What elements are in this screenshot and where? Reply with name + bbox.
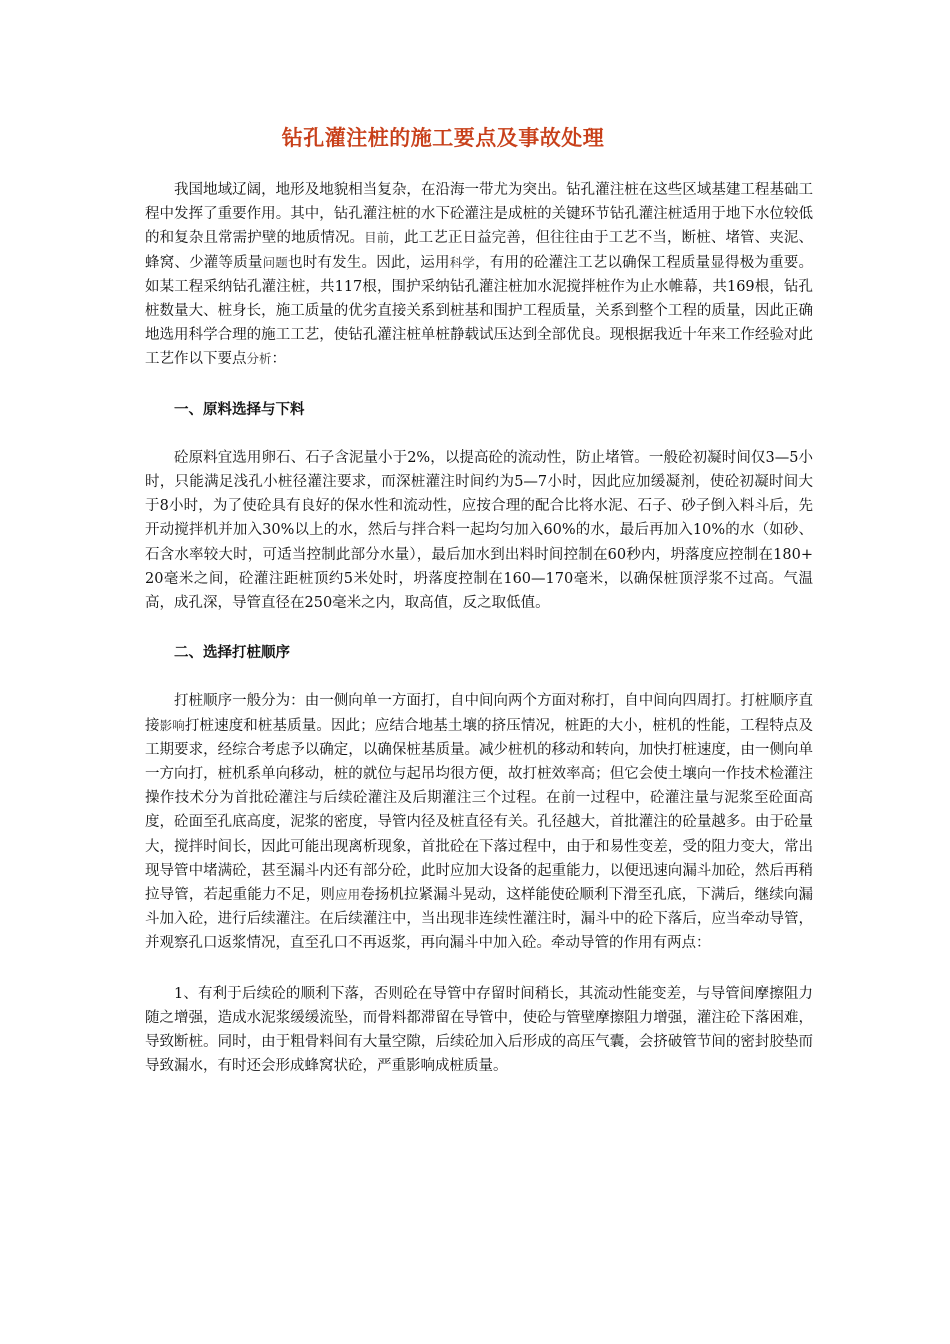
intro-accent-2: 问题: [262, 254, 288, 270]
section-heading-pile-order: 二、选择打桩顺序: [174, 645, 290, 662]
intro-text-5: ：: [271, 351, 287, 368]
intro-paragraph: [145, 178, 813, 372]
spacer: [145, 615, 813, 641]
intro-accent-4: 分析: [246, 351, 272, 367]
section-paragraph-materials: 砼原料宜选用卵石、石子含泥量小于2%，以提高砼的流动性，防止堵管。一般砼初凝时间仅3—5小时，只能满足浅孔小桩径灌注要求，而深桩灌注时间约为5—7小时，因此应加缓凝剂，使砼初凝时间大于8小时，为了使砼具有良好的保水性和流动性，应按合理的配合比将水泥、石子、砂子倒入料斗后，先开动搅拌机并加入30%以上的水，然后与拌合料一起均匀加入60%的水，最后再加入10%的水（如砂、石含水率较大时，可适当控制此部分水量），最后加水到出料时间控制在60秒内，坍落度应控制在180+20毫米之间，砼灌注距桩顶约5米处时，坍落度控制在160—170毫米，以确保桩顶浮浆不过高。气温高，成孔深，导管直径在250毫米之内，取高值，反之取低值。: [145, 449, 813, 612]
spacer: [145, 665, 813, 689]
pile-order-text-2: 打桩速度和桩基质量。因此；应结合地基土壤的挤压情况，桩距的大小，桩机的性能，工程特点及工期要求，经综合考虑予以确定，以确保桩基质量。减少桩机的移动和转向，加快打桩速度，由一侧向单一方向打，桩机系单向移动，桩的就位与起吊均很方便，故打桩效率高；但它会使土壤向一作技术检灌注操作技术分为首批砼灌注与后续砼灌注及后期灌注三个过程。在前一过程中，砼灌注量与泥浆至砼面高度，砼面至孔底高度，泥浆的密度，导管内径及桩直径有关。孔径越大，首批灌注的砼量越多。由于砼量大，搅拌时间长，因此可能出现离析现象，首批砼在下落过程中，由于和易性变差，受的阻力变大，常出现导管中堵满砼，甚至漏斗内还有部分砼，此时应加大设备的起重能力，以便迅速向漏斗加砼，然后再稍拉导管，若起重能力不足，则: [145, 717, 814, 904]
pile-order-text-1: 打桩顺序一般分为：由一侧向单一方面打，自中间向两个方面对称打，自中间向四周打。打桩顺序直接: [145, 693, 813, 734]
spacer: [145, 956, 813, 982]
pile-order-accent-2: 应用: [334, 887, 361, 903]
pile-order-text-3: 卷扬机拉紧漏斗晃动，这样能使砼顺利下滑至孔底，下满后，继续向漏斗加入砼，进行后续灌注。在后续灌注中，当出现非连续性灌注时，漏斗中的砼下落后，应当牵动导管，并观察孔口返浆情况，直至孔口不再返浆，再向漏斗中加入砼。牵动导管的作用有两点：: [145, 887, 814, 952]
spacer: [145, 422, 813, 446]
intro-accent-1: 目前: [364, 230, 390, 246]
spacer: [145, 372, 813, 398]
page-title: 钻孔灌注桩的施工要点及事故处理: [281, 125, 605, 150]
section-heading-materials: 一、原料选择与下料: [174, 401, 305, 418]
intro-text-4: ，有用的砼灌注工艺以确保工程质量显得极为重要。如某工程采纳钻孔灌注桩，共117根，围护采纳钻孔灌注桩加水泥搅拌桩作为止水帷幕，共169根，钻孔桩数量大、桩身长，施工质量的优劣直接关系到桩基和围护工程质量，关系到整个工程的质量，因此正确地选用科学合理的施工工艺，使钻孔灌注桩单桩静载试压达到全部优良。现根据我近十年来工作经验对此工艺作以下要点: [145, 254, 813, 368]
intro-accent-3: 科学: [449, 254, 476, 270]
intro-text-1: 我国地域辽阔，地形及地貌相当复杂，在沿海一带尤为突出。钻孔灌注桩在这些区域基建工程基础工程中发挥了重要作用。其中，钻孔灌注桩的水下砼灌注是成桩的关键环节钻孔灌注桩适用于地下水位较低的和复杂且常需护壁的地质情况。: [145, 182, 813, 247]
section-paragraph-pile-order: [145, 689, 813, 955]
pile-order-accent-1: 影响: [159, 717, 185, 733]
intro-text-2: ，此工艺正日益完善，但往往由于工艺不当，断桩、堵管、夹泥、蜂窝、少灌等质量: [145, 230, 814, 271]
document-body: [145, 178, 813, 1079]
intro-text-3: 也时有发生。因此，运用: [288, 254, 450, 271]
point-paragraph-1: 1、有利于后续砼的顺利下落，否则砼在导管中存留时间稍长，其流动性能变差，与导管间摩擦阻力随之增强，造成水泥浆缓缓流坠，而骨料都滞留在导管中，使砼与管壁摩擦阻力增强，灌注砼下落困难，导致断桩。同时，由于粗骨料间有大量空隙，后续砼加入后形成的高压气囊，会挤破管节间的密封胶垫而导致漏水，有时还会形成蜂窝状砼，严重影响成桩质量。: [145, 985, 813, 1075]
